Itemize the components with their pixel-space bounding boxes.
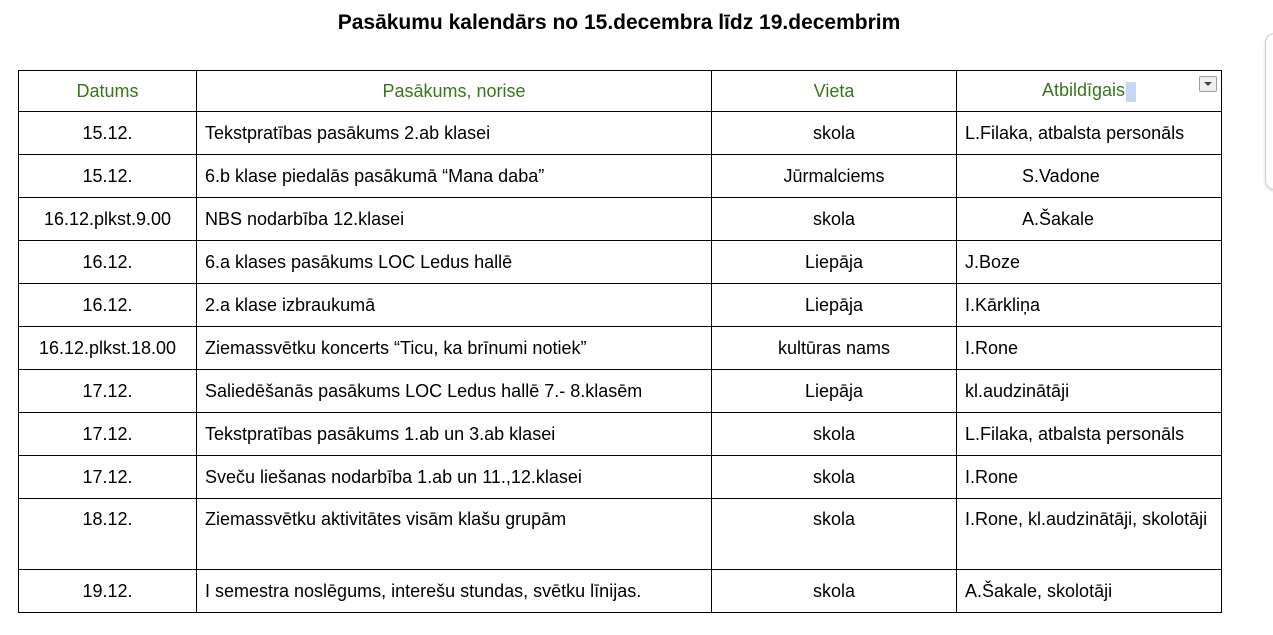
events-table (18, 70, 1222, 613)
cell-event[interactable]: NBS nodarbība 12.klasei (197, 198, 712, 241)
cell-place[interactable]: skola (712, 570, 957, 613)
cell-place[interactable]: kultūras nams (712, 327, 957, 370)
header-event[interactable]: Pasākums, norise (197, 71, 712, 112)
cell-place[interactable]: skola (712, 198, 957, 241)
cell-responsible[interactable]: kl.audzinātāji (957, 370, 1222, 413)
document-title: Pasākumu kalendārs no 15.decembra līdz 19.decembrim (337, 11, 901, 34)
cell-event[interactable]: 2.a klase izbraukumā (197, 284, 712, 327)
table-row (19, 241, 1222, 284)
table-row (19, 370, 1222, 413)
cell-event[interactable]: Sveču liešanas nodarbība 1.ab un 11.,12.klasei (197, 456, 712, 499)
cell-responsible[interactable]: S.Vadone (957, 155, 1222, 198)
cell-date[interactable]: 15.12. (19, 112, 197, 155)
cell-responsible[interactable]: L.Filaka, atbalsta personāls (957, 413, 1222, 456)
cell-date[interactable]: 18.12. (19, 499, 197, 570)
cell-place[interactable]: skola (712, 413, 957, 456)
cell-date[interactable]: 16.12. (19, 284, 197, 327)
cell-responsible[interactable]: L.Filaka, atbalsta personāls (957, 112, 1222, 155)
cell-place[interactable]: skola (712, 456, 957, 499)
table-row (19, 155, 1222, 198)
cell-date[interactable]: 17.12. (19, 370, 197, 413)
cell-event[interactable]: Tekstpratības pasākums 2.ab klasei (197, 112, 712, 155)
cell-event[interactable]: 6.b klase piedalās pasākumā “Mana daba” (197, 155, 712, 198)
cell-date[interactable]: 15.12. (19, 155, 197, 198)
table-row (19, 499, 1222, 570)
cell-place[interactable]: Jūrmalciems (712, 155, 957, 198)
cell-place[interactable]: Liepāja (712, 370, 957, 413)
table-row (19, 284, 1222, 327)
cell-responsible[interactable]: J.Boze (957, 241, 1222, 284)
table-row (19, 570, 1222, 613)
cell-event[interactable]: Ziemassvētku aktivitātes visām klašu grupām (197, 499, 712, 570)
cell-place[interactable]: skola (712, 112, 957, 155)
cell-place[interactable]: skola (712, 499, 957, 570)
table-row (19, 456, 1222, 499)
table-row (19, 198, 1222, 241)
header-responsible[interactable] (957, 71, 1222, 112)
cell-date[interactable]: 16.12.plkst.18.00 (19, 327, 197, 370)
cell-place[interactable]: Liepāja (712, 241, 957, 284)
cell-date[interactable]: 16.12. (19, 241, 197, 284)
cell-responsible[interactable]: A.Šakale, skolotāji (957, 570, 1222, 613)
filter-dropdown-icon[interactable] (1199, 76, 1217, 92)
table-row (19, 327, 1222, 370)
header-responsible-label: Atbildīgais (1041, 80, 1126, 101)
cell-date[interactable]: 19.12. (19, 570, 197, 613)
cell-responsible[interactable]: A.Šakale (957, 198, 1222, 241)
cell-event[interactable]: Tekstpratības pasākums 1.ab un 3.ab klasei (197, 413, 712, 456)
cell-responsible[interactable]: I.Rone (957, 456, 1222, 499)
cell-place[interactable]: Liepāja (712, 284, 957, 327)
header-place[interactable]: Vieta (712, 71, 957, 112)
cell-event[interactable]: Ziemassvētku koncerts “Ticu, ka brīnumi notiek” (197, 327, 712, 370)
header-date[interactable]: Datums (19, 71, 197, 112)
cell-date[interactable]: 16.12.plkst.9.00 (19, 198, 197, 241)
cell-event[interactable]: Saliedēšanās pasākums LOC Ledus hallē 7.- 8.klasēm (197, 370, 712, 413)
cell-responsible[interactable]: I.Kārkliņa (957, 284, 1222, 327)
side-panel-edge[interactable] (1265, 33, 1273, 190)
cell-date[interactable]: 17.12. (19, 456, 197, 499)
table-header-row (19, 71, 1222, 112)
cell-responsible[interactable]: I.Rone (957, 327, 1222, 370)
cell-event[interactable]: I semestra noslēgums, interešu stundas, svētku līnijas. (197, 570, 712, 613)
cell-event[interactable]: 6.a klases pasākums LOC Ledus hallē (197, 241, 712, 284)
text-selection-highlight (1126, 82, 1136, 102)
table-row (19, 112, 1222, 155)
cell-responsible[interactable]: I.Rone, kl.audzinātāji, skolotāji (957, 499, 1222, 570)
table-row (19, 413, 1222, 456)
cell-date[interactable]: 17.12. (19, 413, 197, 456)
